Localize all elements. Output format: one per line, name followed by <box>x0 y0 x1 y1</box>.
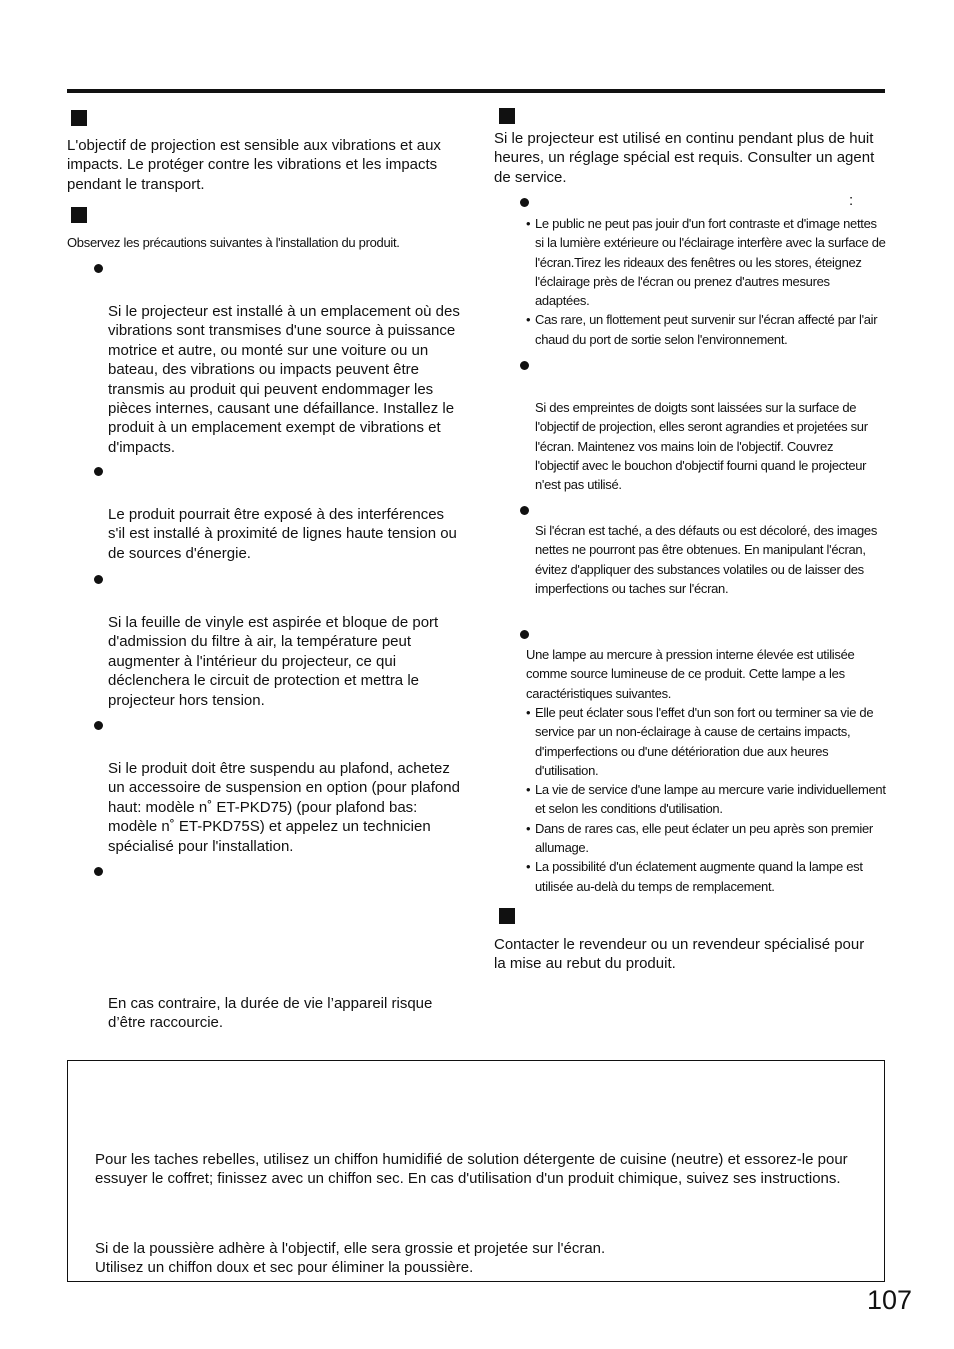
bullet-dot <box>94 867 103 876</box>
install-item-ceiling: Si le produit doit être suspendu au plafond, achetez un accessoire de suspension en option (pour plafond haut: modèle n˚ ET-PKD75) (pour plafond bas: modèle n˚ ET-PKD75S) et appelez un technicien spécialisé pour l'installation. <box>108 760 460 855</box>
fingerprint-text: Si des empreintes de doigts sont laissées sur la surface de l'objectif de projection, elles seront agrandies et projetées sur l'écran. Maintenez vos mains loin de l'objectif. Couvrez l'objectif avec le bouchon d'objectif fourni quand le projecteur n'est pas utilisé. <box>535 400 868 493</box>
bullet-dot <box>520 198 529 207</box>
installation-intro: Observez les précautions suivantes à l'installation du produit. <box>67 235 400 250</box>
list-item: • Elle peut éclater sous l'effet d'un son fort ou terminer sa vie de service par un non-éclairage à cause de certains impacts, d'imperfections ou d'une détérioration due aux heures d'utilisation. <box>526 703 886 780</box>
screen-text: Si l'écran est taché, a des défauts ou est décoloré, des images nettes ne pourront pas être obtenues. En manipulant l'écran, évitez d'appliquer des substances volatiles ou de laisser des imperfections ou taches sur l'écran. <box>535 523 878 596</box>
bullet-dot <box>94 264 103 273</box>
bullet-dot <box>520 361 529 370</box>
section-marker-installation <box>71 207 87 223</box>
bullet-dot <box>520 630 529 639</box>
bullet-dot <box>94 721 103 730</box>
list-item: • La possibilité d'un éclatement augmente quand la lampe est utilisée au-delà du temps de remplacement. <box>526 857 886 896</box>
continuous-use-text: Si le projecteur est utilisé en continu pendant plus de huit heures, un réglage spécial est requis. Consulter un agent de service. <box>494 130 875 186</box>
disposal-text: Contacter le revendeur ou un revendeur spécialisé pour la mise au rebut du produit. <box>494 936 865 973</box>
bullet-dot <box>94 467 103 476</box>
bullet-dot <box>520 506 529 515</box>
install-item-vinyl: Si la feuille de vinyle est aspirée et bloque de port d'admission du filtre à air, la température peut augmenter à l'intérieur du projecteur, ce qui déclenchera le circuit de protection et mettra le projecteur hors tension. <box>108 614 439 709</box>
install-item-lifespan: En cas contraire, la durée de vie l’appareil risque d’être raccourcie. <box>108 995 433 1032</box>
list-item: • La vie de service d'une lampe au mercure varie individuellement et selon les conditions d'utilisation. <box>526 780 886 819</box>
cabinet-cleaning-text: Pour les taches rebelles, utilisez un chiffon humidifié de solution détergente de cuisine (neutre) et essorez-le pour essuyer le coffret; finissez avec un chiffon sec. En cas d'utilisation d'un produit chimique, suivez ses instructions. <box>95 1151 848 1188</box>
heading-colon: : <box>849 192 854 209</box>
install-item-interference: Le produit pourrait être exposé à des interférences s'il est installé à proximité de lignes haute tension ou de sources d'énergie. <box>108 506 457 562</box>
section-marker-disposal <box>499 908 515 924</box>
lamp-bullets <box>526 703 886 896</box>
page-number: 107 <box>866 1285 912 1315</box>
top-rule <box>67 89 885 93</box>
section-marker-transport <box>71 110 87 126</box>
lamp-intro: Une lampe au mercure à pression interne élevée est utilisée comme source lumineuse de ce produit. Cette lampe a les caractéristiques suivantes. <box>526 647 855 701</box>
transport-text: L'objectif de projection est sensible aux vibrations et aux impacts. Le protéger contre les vibrations et les impacts pendant le transport. <box>67 137 441 193</box>
contrast-bullets <box>526 214 886 349</box>
lens-cleaning-text-2: Utilisez un chiffon doux et sec pour éliminer la poussière. <box>95 1259 474 1276</box>
lens-cleaning-text-1: Si de la poussière adhère à l'objectif, elle sera grossie et projetée sur l'écran. <box>95 1240 606 1257</box>
install-item-vibration: Si le projecteur est installé à un emplacement où des vibrations sont transmises d'une source à puissance motrice et autre, ou monté sur une voiture ou un bateau, des vibrations ou impacts peuvent être transmis au produit qui peuvent endommager les pièces internes, causant une défaillance. Installez le produit à un emplacement exempt de vibrations et d'impacts. <box>108 303 460 456</box>
list-item: • Dans de rares cas, elle peut éclater un peu après son premier allumage. <box>526 819 886 858</box>
list-item: • Le public ne peut pas jouir d'un fort contraste et d'image nettes si la lumière extérieure ou l'éclairage interfère avec la surface de l'écran.Tirez les rideaux des fenêtres ou les stores, éteignez l'éclairage près de l'écran ou prenez d'autres mesures adaptées. <box>526 214 886 310</box>
bullet-dot <box>94 575 103 584</box>
list-item: • Cas rare, un flottement peut survenir sur l'écran affecté par l'air chaud du port de sortie selon l'environnement. <box>526 310 886 349</box>
section-marker-continuous <box>499 108 515 124</box>
